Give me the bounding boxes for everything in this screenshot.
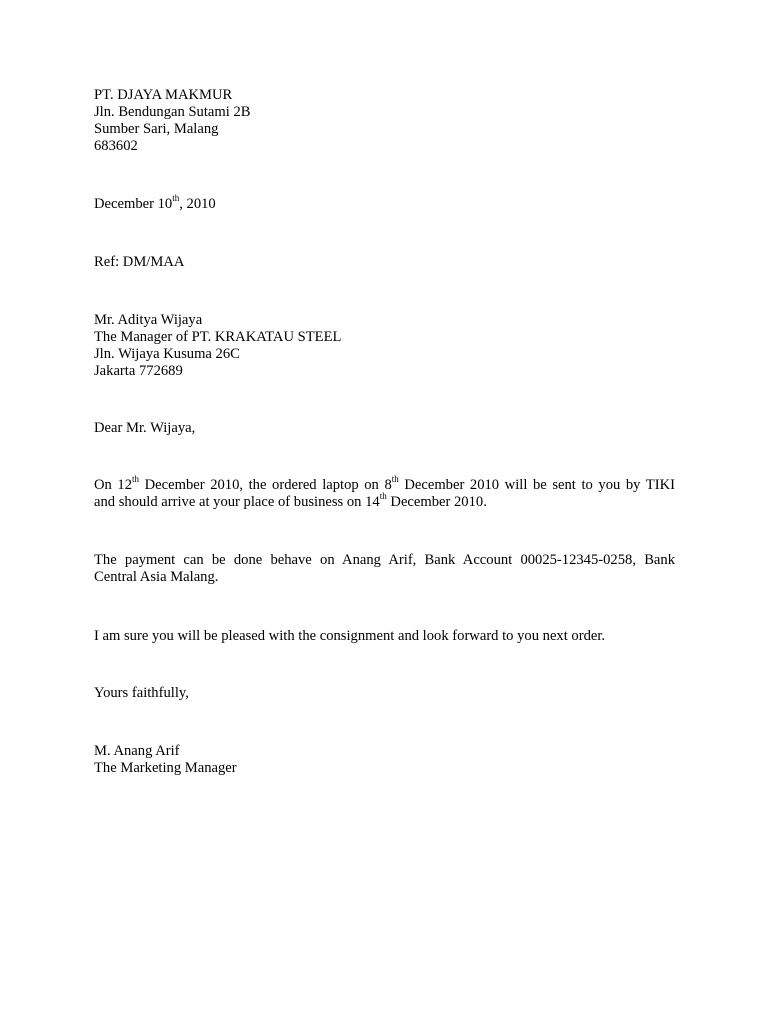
recipient-name: Mr. Aditya Wijaya — [94, 312, 203, 328]
signature-name: M. Anang Arif — [94, 743, 180, 759]
paragraph-closing-remark-text: I am sure you will be pleased with the consignment and look forward to you next order. — [94, 628, 606, 644]
paragraph-payment-line-1: The payment can be done behave on Anang Arif, Bank Account 00025-12345-0258, Bank — [94, 552, 675, 568]
reference-line — [94, 254, 675, 271]
paragraph-closing-remark — [94, 628, 675, 645]
date-month-day: December 10 — [94, 196, 173, 212]
reference-text: Ref: DM/MAA — [94, 254, 185, 270]
p1-text-c: December 2010 will be sent to you by TIKI — [398, 477, 675, 493]
recipient-street: Jln. Wijaya Kusuma 26C — [94, 346, 240, 362]
paragraph-shipment-line-2 — [94, 491, 675, 511]
p1-sup-b: th — [391, 474, 399, 485]
date-ordinal-suffix: th — [172, 193, 180, 204]
salutation — [94, 420, 675, 437]
recipient-address — [94, 312, 675, 380]
recipient-city: Jakarta 772689 — [94, 363, 183, 379]
sender-street: Jln. Bendungan Sutami 2B — [94, 104, 251, 120]
complimentary-close — [94, 685, 675, 702]
date-year: , 2010 — [179, 196, 216, 212]
signature-block — [94, 743, 675, 777]
recipient-title: The Manager of PT. KRAKATAU STEEL — [94, 329, 342, 345]
paragraph-payment-line-2: Central Asia Malang. — [94, 569, 219, 585]
p1-sup-c: th — [379, 491, 387, 502]
sender-city: Sumber Sari, Malang — [94, 121, 219, 137]
signature-title: The Marketing Manager — [94, 760, 237, 776]
p1-text-b: December 2010, the ordered laptop on 8 — [139, 477, 392, 493]
letter-date — [94, 193, 675, 213]
sender-postcode: 683602 — [94, 138, 138, 154]
salutation-text: Dear Mr. Wijaya, — [94, 420, 196, 436]
p1-text-a: On 12 — [94, 477, 133, 493]
p1-text-d: and should arrive at your place of business on 14 — [94, 494, 380, 510]
sender-address — [94, 87, 675, 155]
sender-company: PT. DJAYA MAKMUR — [94, 87, 233, 103]
complimentary-close-text: Yours faithfully, — [94, 685, 189, 701]
paragraph-payment — [94, 552, 675, 586]
p1-sup-a: th — [132, 474, 140, 485]
p1-text-e: December 2010. — [386, 494, 487, 510]
paragraph-shipment — [94, 474, 675, 511]
